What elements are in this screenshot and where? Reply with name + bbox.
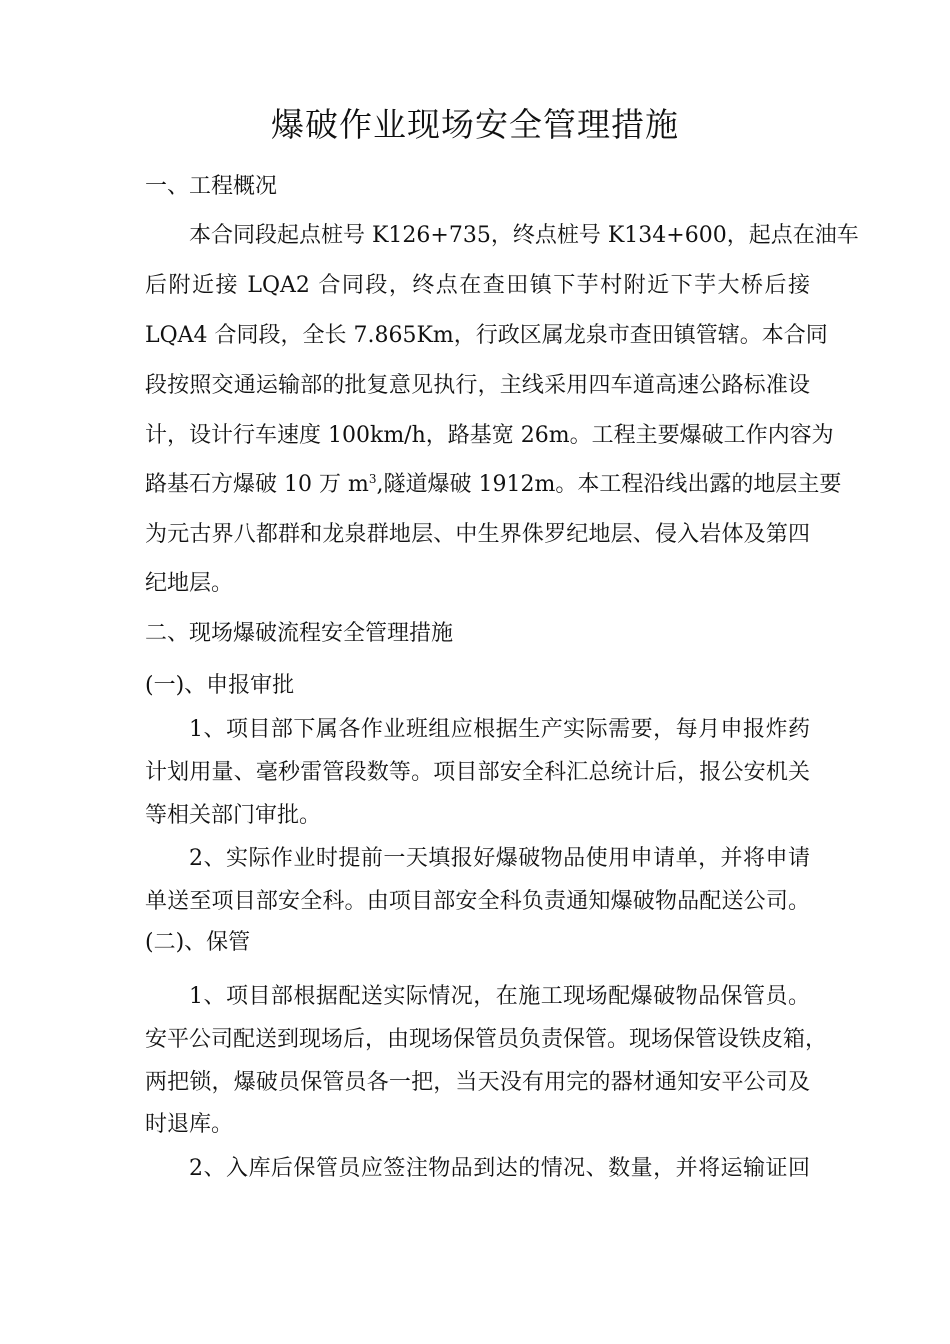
paragraph-line: 等相关部门审批。 bbox=[145, 803, 322, 828]
paragraph-line: 单送至项目部安全科。由项目部安全科负责通知爆破物品配送公司。 bbox=[145, 889, 810, 914]
paragraph-line-part: 路基石方爆破 10 万 m bbox=[145, 472, 369, 497]
superscript-three: 3 bbox=[368, 472, 377, 486]
paragraph-line: 本合同段起点桩号 K126+735，终点桩号 K134+600，起点在油车 bbox=[189, 223, 859, 248]
subsection-heading-approval: (一)、申报审批 bbox=[145, 673, 295, 698]
paragraph-line: 2、入库后保管员应签注物品到达的情况、数量，并将运输证回 bbox=[189, 1156, 810, 1181]
paragraph-line: 为元古界八都群和龙泉群地层、中生界侏罗纪地层、侵入岩体及第四 bbox=[145, 522, 810, 547]
paragraph-line: 纪地层。 bbox=[145, 571, 234, 596]
section-heading-overview: 一、工程概况 bbox=[145, 174, 278, 199]
paragraph-line: 2、实际作业时提前一天填报好爆破物品使用申请单，并将申请 bbox=[189, 846, 810, 871]
paragraph-line: 1、项目部下属各作业班组应根据生产实际需要，每月申报炸药 bbox=[189, 717, 810, 742]
paragraph-line: LQA4 合同段，全长 7.865Km，行政区属龙泉市查田镇管辖。本合同 bbox=[145, 323, 828, 348]
paragraph-line: 计，设计行车速度 100km/h，路基宽 26m。工程主要爆破工作内容为 bbox=[145, 423, 834, 448]
document-title: 爆破作业现场安全管理措施 bbox=[271, 105, 679, 144]
paragraph-line-part: ,隧道爆破 1912m。本工程沿线出露的地层主要 bbox=[376, 472, 842, 497]
paragraph-line bbox=[145, 469, 842, 501]
paragraph-line: 段按照交通运输部的批复意见执行，主线采用四车道高速公路标准设 bbox=[145, 373, 810, 398]
paragraph-line: 1、项目部根据配送实际情况，在施工现场配爆破物品保管员。 bbox=[189, 984, 810, 1009]
paragraph-line: 后附近接 LQA2 合同段，终点在查田镇下芋村附近下芋大桥后接 bbox=[145, 273, 810, 298]
section-heading-procedures: 二、现场爆破流程安全管理措施 bbox=[145, 621, 454, 646]
paragraph-line: 时退库。 bbox=[145, 1112, 234, 1137]
paragraph-line: 两把锁，爆破员保管员各一把，当天没有用完的器材通知安平公司及 bbox=[145, 1070, 810, 1095]
subsection-heading-storage: (二)、保管 bbox=[145, 930, 251, 955]
paragraph-line: 安平公司配送到现场后，由现场保管员负责保管。现场保管设铁皮箱， bbox=[145, 1027, 828, 1052]
paragraph-line: 计划用量、毫秒雷管段数等。项目部安全科汇总统计后，报公安机关 bbox=[145, 760, 810, 785]
